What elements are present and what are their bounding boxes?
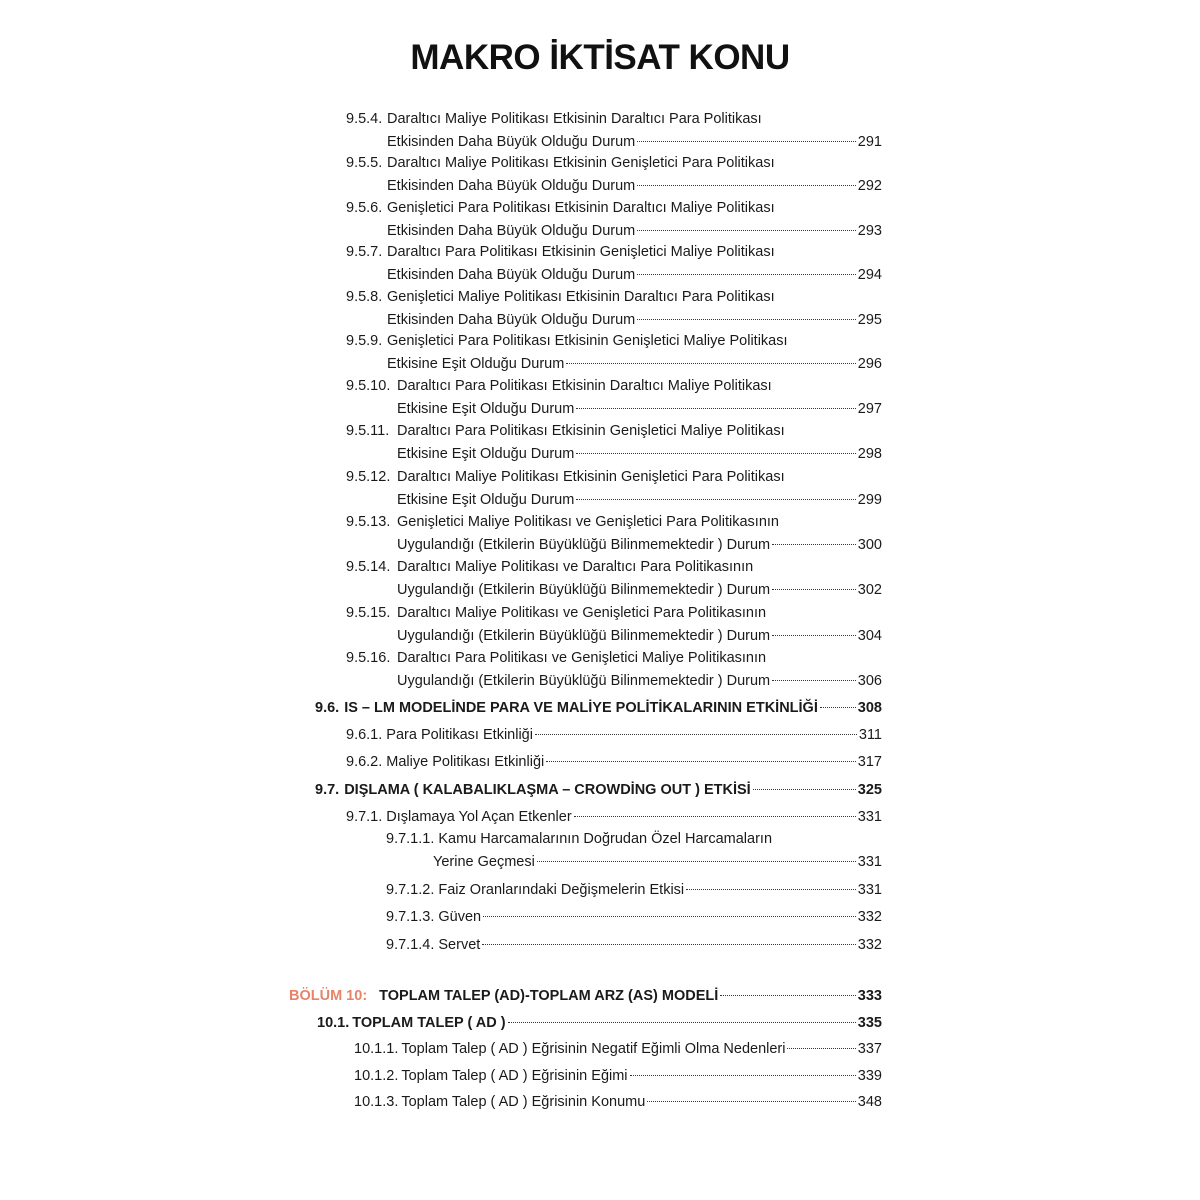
toc-page-number: 333 (857, 988, 882, 1004)
toc-number: 9.5.16. (346, 650, 391, 666)
toc-page-number: 308 (857, 700, 882, 716)
dot-leader (720, 982, 856, 1000)
toc-entry-9-5-15[interactable] (346, 604, 882, 645)
toc-page-number: 317 (857, 754, 882, 770)
toc-page-number: 300 (857, 537, 882, 553)
toc-page-number: 306 (857, 673, 882, 689)
toc-entry-9-7[interactable] (315, 776, 882, 799)
dot-leader (686, 876, 856, 894)
toc-number: 9.5.12. (346, 469, 391, 485)
toc-page-number: 304 (857, 628, 882, 644)
toc-entry-9-5-14[interactable] (346, 558, 882, 599)
toc-number: 9.5.9. (346, 333, 383, 349)
toc-number: 9.5.6. (346, 200, 383, 216)
dot-leader (772, 622, 856, 640)
toc-title-cont: Yerine Geçmesi (433, 854, 535, 870)
toc-title: Toplam Talep ( AD ) Eğrisinin Eğimi (401, 1068, 628, 1084)
toc-title: Daraltıcı Maliye Politikası ve Genişletici Para Politikasının (397, 605, 767, 621)
toc-entry-10-1-2[interactable] (354, 1062, 882, 1085)
toc-page-number: 348 (857, 1094, 882, 1110)
toc-title-cont: Etkisinden Daha Büyük Olduğu Durum (387, 267, 636, 283)
toc-title-cont: Etkisine Eşit Olduğu Durum (397, 401, 575, 417)
dot-leader (753, 776, 856, 794)
toc-number: 9.5.8. (346, 289, 383, 305)
toc-entry-10-1[interactable] (317, 1009, 882, 1032)
toc-entry-9-5-12[interactable] (346, 468, 882, 509)
toc-page-number: 299 (857, 492, 882, 508)
chapter-label: BÖLÜM 10: (289, 988, 368, 1004)
toc-entry-9-5-13[interactable] (346, 513, 882, 554)
toc-number: 9.5.10. (346, 378, 391, 394)
toc-page-number: 311 (858, 727, 882, 743)
toc-title: Güven (438, 909, 482, 925)
toc-number: 10.1. (317, 1015, 350, 1031)
toc-number: 9.7.1.2. (386, 882, 435, 898)
toc-entry-9-6-1[interactable] (346, 721, 882, 744)
toc-entry-9-5-10[interactable] (346, 377, 882, 418)
toc-title: Maliye Politikası Etkinliği (386, 754, 545, 770)
toc-title: DIŞLAMA ( KALABALIKLAŞMA – CROWDİNG OUT ) ETKİSİ (344, 782, 751, 798)
toc-title-cont: Etkisinden Daha Büyük Olduğu Durum (387, 178, 636, 194)
toc-title-cont: Etkisine Eşit Olduğu Durum (397, 492, 575, 508)
toc-page-number: 295 (857, 312, 882, 328)
toc-title: Daraltıcı Para Politikası Etkisinin Daraltıcı Maliye Politikası (397, 378, 772, 394)
toc-page-number: 297 (857, 401, 882, 417)
toc-title-cont: Etkisine Eşit Olduğu Durum (387, 356, 565, 372)
toc-number: 9.5.7. (346, 244, 383, 260)
dot-leader (637, 128, 856, 146)
toc-page-number: 335 (857, 1015, 882, 1031)
page-title: MAKRO İKTİSAT KONU (410, 38, 790, 77)
toc-number: 9.7. (315, 782, 340, 798)
toc-title: Servet (438, 937, 481, 953)
toc-number: 9.7.1.4. (386, 937, 435, 953)
toc-page-number: 292 (857, 178, 882, 194)
dot-leader (630, 1062, 856, 1080)
toc-page-number: 302 (857, 582, 882, 598)
toc-entry-10-1-1[interactable] (354, 1035, 882, 1058)
toc-title-cont: Etkisine Eşit Olduğu Durum (397, 446, 575, 462)
toc-title: Genişletici Maliye Politikası Etkisinin Daraltıcı Para Politikası (387, 289, 775, 305)
dot-leader (637, 172, 856, 190)
toc-page-number: 296 (857, 356, 882, 372)
toc-number: 9.5.13. (346, 514, 391, 530)
toc-page-number: 331 (857, 882, 882, 898)
toc-title: Daraltıcı Maliye Politikası Etkisinin Daraltıcı Para Politikası (387, 111, 762, 127)
toc-page-number: 337 (857, 1041, 882, 1057)
dot-leader (576, 440, 856, 458)
toc-title: Kamu Harcamalarının Doğrudan Özel Harcamaların (438, 831, 773, 847)
toc-title-cont: Etkisinden Daha Büyük Olduğu Durum (387, 312, 636, 328)
toc-page-number: 339 (857, 1068, 882, 1084)
toc-title: TOPLAM TALEP (AD)-TOPLAM ARZ (AS) MODELİ (379, 988, 719, 1004)
toc-entry-9-7-1-1[interactable] (386, 830, 882, 871)
dot-leader (787, 1035, 855, 1053)
dot-leader (772, 667, 856, 685)
dot-leader (508, 1009, 856, 1027)
dot-leader (535, 721, 857, 739)
dot-leader (647, 1088, 856, 1106)
toc-number: 9.6.2. (346, 754, 383, 770)
toc-entry-9-5-11[interactable] (346, 422, 882, 463)
toc-number: 9.5.5. (346, 155, 383, 171)
toc-title-cont: Uygulandığı (Etkilerin Büyüklüğü Bilinmemektedir ) Durum (397, 673, 771, 689)
toc-title-cont: Uygulandığı (Etkilerin Büyüklüğü Bilinmemektedir ) Durum (397, 582, 771, 598)
toc-entry-9-7-1[interactable] (346, 803, 882, 826)
toc-number: 9.5.11. (346, 423, 390, 439)
toc-page-number: 332 (857, 909, 882, 925)
toc-number: 9.7.1. (346, 809, 383, 825)
toc-entry-9-5-5[interactable] (346, 154, 882, 195)
toc-number: 10.1.1. (354, 1041, 399, 1057)
toc-page-number: 298 (857, 446, 882, 462)
toc-title-cont: Uygulandığı (Etkilerin Büyüklüğü Bilinmemektedir ) Durum (397, 537, 771, 553)
toc-title: Faiz Oranlarındaki Değişmelerin Etkisi (438, 882, 685, 898)
dot-leader (566, 350, 856, 368)
toc-title-cont: Etkisinden Daha Büyük Olduğu Durum (387, 223, 636, 239)
toc-number: 9.5.15. (346, 605, 391, 621)
dot-leader (637, 306, 856, 324)
toc-entry-chapter-10[interactable] (289, 982, 882, 1005)
toc-entry-9-6[interactable] (315, 694, 882, 717)
dot-leader (537, 848, 856, 866)
toc-number: 9.6. (315, 700, 340, 716)
toc-title: Daraltıcı Para Politikası Etkisinin Genişletici Maliye Politikası (387, 244, 775, 260)
toc-title: Toplam Talep ( AD ) Eğrisinin Konumu (401, 1094, 646, 1110)
dot-leader (546, 748, 856, 766)
dot-leader (820, 694, 856, 712)
toc-title: Daraltıcı Para Politikası ve Genişletici Maliye Politikasının (397, 650, 767, 666)
toc-page-number: 291 (857, 134, 882, 150)
toc-title: Para Politikası Etkinliği (386, 727, 533, 743)
toc-title: Genişletici Para Politikası Etkisinin Daraltıcı Maliye Politikası (387, 200, 775, 216)
dot-leader (576, 395, 856, 413)
dot-leader (574, 803, 856, 821)
toc-number: 9.5.14. (346, 559, 391, 575)
toc-title: Genişletici Para Politikası Etkisinin Genişletici Maliye Politikası (387, 333, 788, 349)
toc-number: 9.6.1. (346, 727, 383, 743)
toc-title: Daraltıcı Para Politikası Etkisinin Genişletici Maliye Politikası (397, 423, 785, 439)
toc-title: IS – LM MODELİNDE PARA VE MALİYE POLİTİKALARININ ETKİNLİĞİ (344, 700, 818, 716)
toc-number: 9.7.1.1. (386, 831, 435, 847)
toc-title: Dışlamaya Yol Açan Etkenler (386, 809, 572, 825)
toc-page-number: 325 (857, 782, 882, 798)
dot-leader (772, 531, 856, 549)
dot-leader (772, 576, 856, 594)
toc-page-number: 331 (857, 854, 882, 870)
dot-leader (483, 903, 856, 921)
dot-leader (576, 486, 856, 504)
dot-leader (637, 217, 856, 235)
toc-page-number: 294 (857, 267, 882, 283)
toc-title: Daraltıcı Maliye Politikası Etkisinin Genişletici Para Politikası (397, 469, 785, 485)
toc-page-number: 332 (857, 937, 882, 953)
toc-title: Daraltıcı Maliye Politikası ve Daraltıcı Para Politikasının (397, 559, 754, 575)
toc-title: Daraltıcı Maliye Politikası Etkisinin Genişletici Para Politikası (387, 155, 775, 171)
toc-entry-9-5-9[interactable] (346, 332, 882, 373)
dot-leader (482, 931, 856, 949)
toc-entry-9-5-16[interactable] (346, 649, 882, 690)
toc-entry-9-7-1-2[interactable] (386, 876, 882, 899)
toc-number: 9.7.1.3. (386, 909, 435, 925)
toc-entry-9-5-4[interactable] (346, 110, 882, 151)
toc-entry-9-7-1-4[interactable] (386, 931, 882, 954)
toc-title-cont: Uygulandığı (Etkilerin Büyüklüğü Bilinmemektedir ) Durum (397, 628, 771, 644)
toc-title: Genişletici Maliye Politikası ve Genişletici Para Politikasının (397, 514, 779, 530)
toc-number: 10.1.2. (354, 1068, 399, 1084)
toc-page-number: 331 (857, 809, 882, 825)
dot-leader (637, 261, 856, 279)
toc-number: 10.1.3. (354, 1094, 399, 1110)
toc-entry-9-7-1-3[interactable] (386, 903, 882, 926)
toc-entry-9-5-7[interactable] (346, 243, 882, 284)
toc-number: 9.5.4. (346, 111, 383, 127)
toc-entry-9-5-8[interactable] (346, 288, 882, 329)
toc-entry-10-1-3[interactable] (354, 1088, 882, 1111)
toc-title: TOPLAM TALEP ( AD ) (352, 1015, 506, 1031)
toc-entry-9-6-2[interactable] (346, 748, 882, 771)
toc-title-cont: Etkisinden Daha Büyük Olduğu Durum (387, 134, 636, 150)
toc-page-number: 293 (857, 223, 882, 239)
toc-title: Toplam Talep ( AD ) Eğrisinin Negatif Eğimli Olma Nedenleri (401, 1041, 786, 1057)
toc-entry-9-5-6[interactable] (346, 199, 882, 240)
